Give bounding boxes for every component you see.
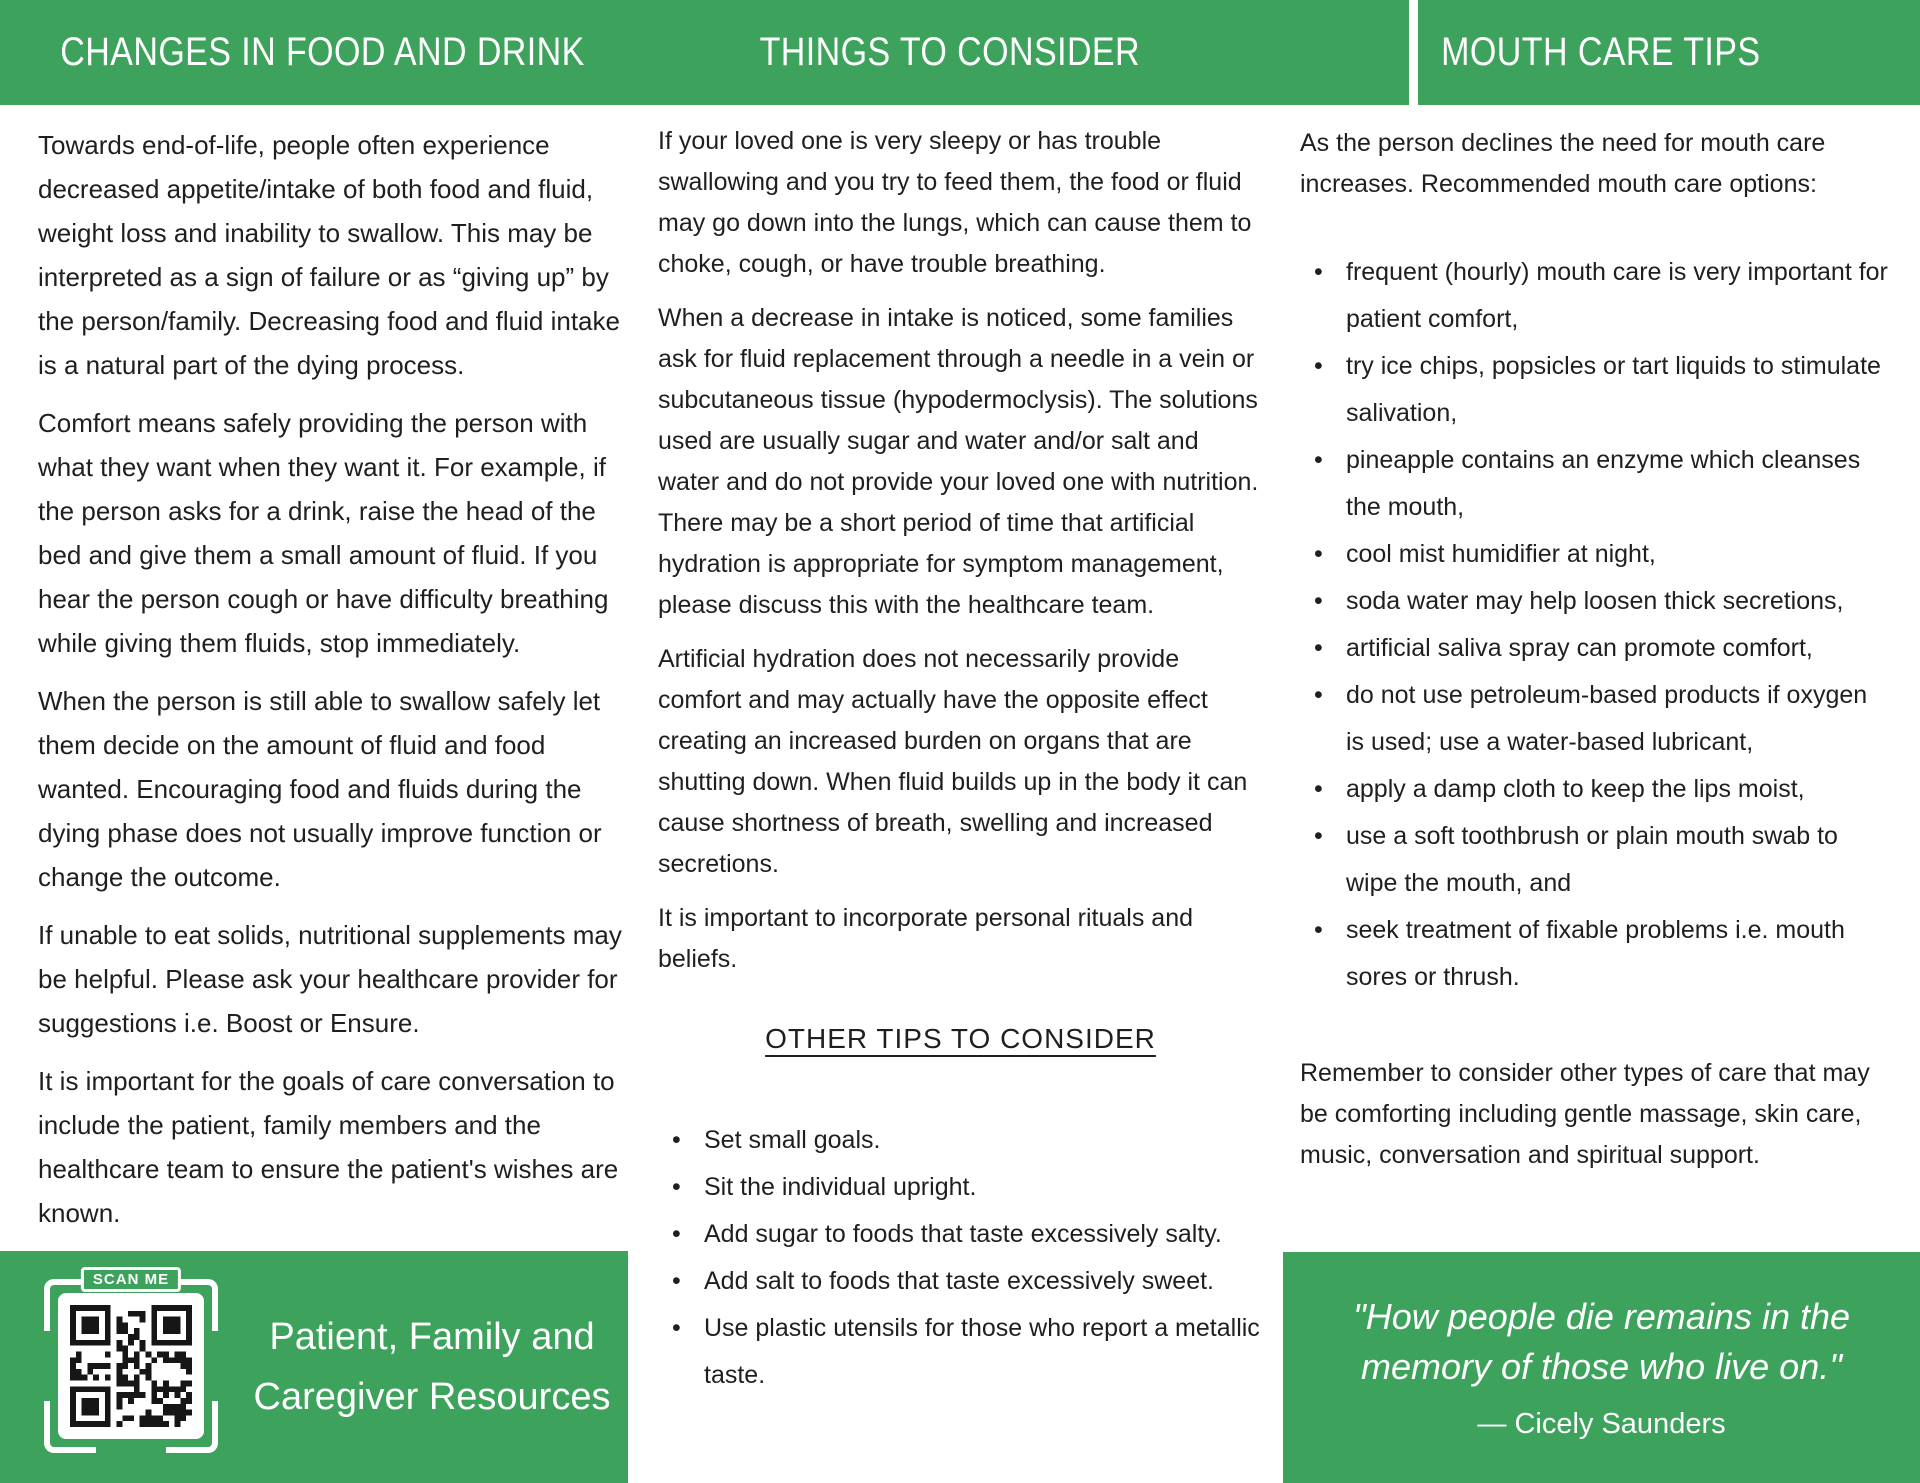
mouth-care-list — [1300, 249, 1890, 1001]
bullet-item: • seek treatment of fixable problems i.e. mouth sores or thrush. — [1300, 907, 1890, 1001]
quote-panel — [1283, 1252, 1920, 1483]
paragraph: When the person is still able to swallow safely let them decide on the amount of fluid and food wanted. Encouraging food and fluids during the dying phase does not usually improve function or change the outcome. — [38, 686, 602, 892]
quote-attribution: — Cicely Saunders — [1477, 1408, 1726, 1440]
bullet-item: • frequent (hourly) mouth care is very important for patient comfort, — [1300, 249, 1890, 343]
column-changes-in-food-and-drink — [38, 105, 630, 1249]
header-title-things-to-consider — [645, 0, 1255, 105]
bullet-item: • Sit the individual upright. — [658, 1164, 1263, 1211]
quote-text: "How people die remains in the memory of those who live on." — [1352, 1296, 1851, 1387]
column-mouth-care-tips — [1300, 105, 1890, 1176]
paragraph: If your loved one is very sleepy or has trouble swallowing and you try to feed them, the food or fluid may go down into the lungs, which can cause them to choke, cough, or have trouble breathing. — [658, 127, 1252, 278]
header-title-mouth-care-tips — [1282, 0, 1920, 105]
paragraph: Comfort means safely providing the person with what they want when they want it. For example, if the person asks for a drink, raise the head of the bed and give them a small amount of fluid. If you hear the person cough or have difficulty breathing while giving them fluids, stop immediately. — [38, 408, 609, 658]
other-tips-list — [658, 1117, 1263, 1399]
paragraph: Towards end-of-life, people often experience decreased appetite/intake of both food and fluid, weight loss and inability to swallow. This may be interpreted as a sign of failure or as “giving up” by the person/family. Decreasing food and fluid intake is a natural part of the dying process. — [38, 130, 620, 380]
bullet-item: • Add salt to foods that taste excessively sweet. — [658, 1258, 1263, 1305]
header-title-text: MOUTH CARE TIPS — [1441, 30, 1761, 74]
paragraph: It is important to incorporate personal rituals and beliefs. — [658, 904, 1193, 973]
paragraph: Remember to consider other types of care that may be comforting including gentle massage, skin care, music, conversation and spiritual support. — [1300, 1059, 1870, 1169]
bullet-item: • use a soft toothbrush or plain mouth swab to wipe the mouth, and — [1300, 813, 1890, 907]
subheading-other-tips: OTHER TIPS TO CONSIDER — [765, 1023, 1156, 1054]
paragraph: If unable to eat solids, nutritional supplements may be helpful. Please ask your healthcare provider for suggestions i.e. Boost or Ensure. — [38, 920, 622, 1038]
bullet-item: • artificial saliva spray can promote comfort, — [1300, 625, 1890, 672]
scan-me-badge: SCAN ME — [81, 1267, 181, 1292]
paragraph: As the person declines the need for mouth care increases. Recommended mouth care options: — [1300, 129, 1826, 198]
bullet-item: • Set small goals. — [658, 1117, 1263, 1164]
qr-code — [58, 1293, 204, 1439]
bullet-item: • Add sugar to foods that taste excessively salty. — [658, 1211, 1263, 1258]
resources-caption: Patient, Family and Caregiver Resources — [253, 1316, 611, 1418]
qr-frame — [44, 1271, 218, 1453]
header-title-text: THINGS TO CONSIDER — [759, 30, 1141, 74]
paragraph: When a decrease in intake is noticed, some families ask for fluid replacement through a needle in a vein or subcutaneous tissue (hypodermoclysis). The solutions used are usually sugar and water and/or salt and water and do not provide your loved one with nutrition. There may be a short period of time that artificial hydration is appropriate for symptom management, please discuss this with the healthcare team. — [658, 304, 1259, 619]
column-things-to-consider — [658, 105, 1263, 1399]
bullet-item: • pineapple contains an enzyme which cleanses the mouth, — [1300, 437, 1890, 531]
paragraph: It is important for the goals of care conversation to include the patient, family members and the healthcare team to ensure the patient's wishes are known. — [38, 1066, 619, 1228]
header-title-text: CHANGES IN FOOD AND DRINK — [60, 30, 585, 74]
paragraph: Artificial hydration does not necessarily provide comfort and may actually have the opposite effect creating an increased burden on organs that are shutting down. When fluid builds up in the body it can cause shortness of breath, swelling and increased secretions. — [658, 645, 1248, 878]
bullet-item: • try ice chips, popsicles or tart liquids to stimulate salivation, — [1300, 343, 1890, 437]
qr-code-image — [70, 1305, 192, 1427]
bullet-item: • Use plastic utensils for those who report a metallic taste. — [658, 1305, 1263, 1399]
resources-panel — [0, 1251, 628, 1483]
header-title-changes-food-drink — [0, 0, 645, 105]
bullet-item: • do not use petroleum-based products if oxygen is used; use a water-based lubricant, — [1300, 672, 1890, 766]
bullet-item: • cool mist humidifier at night, — [1300, 531, 1890, 578]
bullet-item: • soda water may help loosen thick secretions, — [1300, 578, 1890, 625]
bullet-item: • apply a damp cloth to keep the lips moist, — [1300, 766, 1890, 813]
